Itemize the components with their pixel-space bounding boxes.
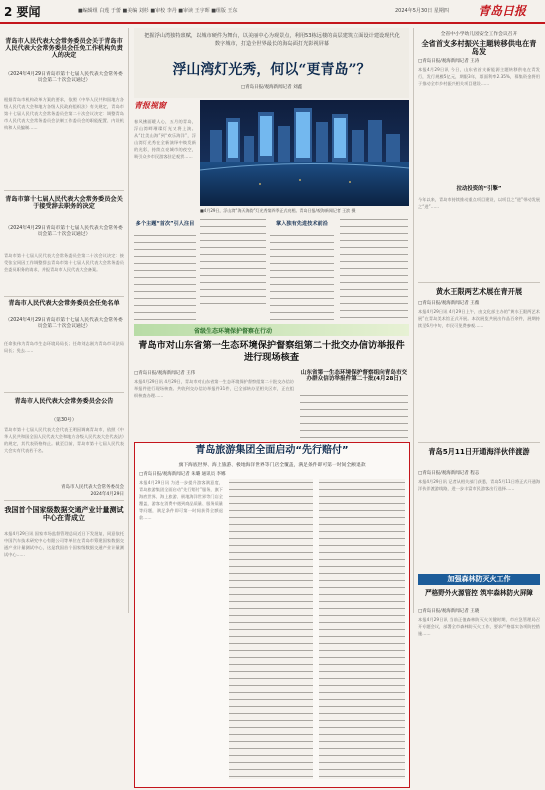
right-byline: □青岛日报/观海新闻记者 程志	[418, 471, 480, 476]
article-body: 根据青岛市机构改革方案的要求，依照《中华人民共和国地方各级人民代表大会和地方各级人民政府组织法》有关规定，青岛市第十七届人民代表大会常务委员会第二十次会议决定：调整青岛市人民代表大会常务委员会法制工作委员会的职能配置、内设机构和人员编制……	[4, 97, 124, 130]
eco-body: 本报4月29日讯 4月29日，青岛市对山东省第一生态环境保护督察组第二十批交办信访举报件进行现场核查。共收到交办信访举报件31件，已全部转办至相关区市，正在组织核查办理……	[134, 379, 294, 398]
article-subtitle: （第30号）	[51, 418, 77, 423]
issue-date: 2024年5月30日 星期四	[395, 8, 449, 14]
feature-subhead: 掌入独有先进技术前沿	[276, 221, 328, 227]
feature-headline: 浮山湾灯光秀，何以“更青岛”？	[172, 62, 371, 78]
tourism-article-box	[134, 442, 410, 788]
article-subtitle: （2024年4月29日青岛市第十七届人民代表大会常务委员会第二十次会议通过）	[5, 72, 123, 83]
article-headline: 青岛市人民代表大会常务委员会关于青岛市人民代表大会常务委员会任免工作机构负责人的决定	[5, 38, 123, 60]
feature-body-text	[270, 232, 334, 320]
tourism-body: 本报4月29日讯 为进一步提升游客满意度，青岛旅游集团全面启动“先行赔付”服务，旗下海底世界、海上旅游、极地海洋世界等门店全覆盖，游客在消费中遇到商品质量、服务质量等问题，满足条件即可第一时间获得全额退款……	[139, 480, 223, 520]
column-divider	[413, 28, 414, 613]
article-subtitle: （2024年4月29日青岛市第十七届人民代表大会常务委员会第二十次会议通过）	[5, 318, 123, 329]
divider	[4, 296, 124, 297]
article-headline: 青岛市人民代表大会常务委员会公告	[14, 398, 114, 405]
right-body: 本报4月29日讯 当前正值森林防灭火关键时期，市应急管理局召开专题会议，部署全市森林防灭火工作，要求严格落实各项防控措施……	[418, 617, 540, 636]
eco-banner	[134, 324, 409, 336]
right-body: 今年以来，青岛市持续推动重点项目建设，以项目之“进”带动发展之“进”……	[418, 197, 540, 209]
feature-photo	[200, 100, 409, 206]
article-subtitle: （2024年4月29日青岛市第十七届人民代表大会常务委员会第二十次会议通过）	[5, 226, 123, 237]
article-headline: 我国首个国家级数据交通产业计量测试中心在青成立	[4, 506, 124, 523]
right-byline: □青岛日报/观海新闻记者 王涛	[418, 59, 480, 64]
signature-date: 2024年4月29日	[90, 492, 124, 497]
right-byline: □青岛日报/观海新闻记者 王薇	[418, 301, 480, 306]
eco-headline: 青岛市对山东省第一生态环境保护督察组第二十批交办信访举报件进行现场核查	[138, 340, 405, 363]
right-byline: □青岛日报/观海新闻记者 王晓	[418, 609, 480, 614]
right-headline: 严格野外火源管控 筑牢森林防火屏障	[425, 589, 533, 597]
article-body: 本报4月29日讯 国家市场监督管理总局近日下发批复，同意依托中国汽车技术研究中心有限公司等单位在青岛市筹建国家数据交通产业计量测试中心，这是我国首个国家级数据交通产业计量测试中心……	[4, 531, 124, 557]
eco-byline: □青岛日报/观海新闻记者 王伟	[134, 371, 196, 376]
right-headline: 黄水王限两艺术展在青开展	[435, 287, 523, 296]
right-headline: 青岛5月11日开通海洋伙伴渡游	[428, 447, 530, 456]
right-body: 本报4月29日讯 4月29日上午，由文化部主办的“黄水王限两艺术展”在青岛美术馆正式开展。本次展览共展出作品百余件，展期持续至6月中旬，市民可免费参观……	[418, 309, 540, 328]
column-divider	[128, 28, 129, 613]
divider	[418, 282, 540, 283]
tourism-byline: □青岛日报/观海新闻记者 朱璐 通讯员 李娜	[139, 472, 226, 477]
feature-kicker: 把握浮山湾独特禀赋，以城市硬件为舞台，以美丽中心为观景点，利用53栋远楼的高层建筑立面设计建设现代化数字城市，打造全世界最长的海岛面打光影视屏幕	[144, 33, 400, 47]
feature-body-text	[340, 216, 408, 320]
signature: 青岛市人民代表大会常务委员会	[61, 485, 124, 490]
masthead	[0, 0, 545, 24]
newspaper-logo: 青岛日报	[478, 4, 527, 18]
article-body: 青岛市第十七届人民代表大会代表王明因调离青岛市，依照《中华人民共和国全国人民代表大会和地方各级人民代表大会代表法》的规定，其代表资格终止。截至目前，青岛市第十七届人民代表大会实有代表若干名。	[4, 427, 124, 453]
article-headline: 青岛市人民代表大会常务委员会任免名单	[8, 300, 120, 307]
eco-side-body	[300, 392, 408, 438]
tourism-headline: 青岛旅游集团全面启动“先行赔付”	[195, 445, 349, 456]
article-body: 任命张伟为青岛市生态环境局局长；任命刘志刚为青岛市司法局局长；免去……	[4, 341, 124, 353]
right-headline: 全省首支多村振兴主题转移供电在青岛发	[421, 39, 537, 57]
right-kicker: 全省中小学幼儿园安全工作会议召开	[440, 32, 518, 37]
article-body: 青岛市第十七届人民代表大会常务委员会第二十次会议决定：接受张宝同因工作调整辞去青岛市第十七届人民代表大会常务委员会委员职务的请求，并报青岛市人民代表大会备案。	[4, 253, 124, 272]
right-body: 本报4月29日讯 今日，山东省首支新能源主题转移供电在青发行，发行规模5亿元，期限3年，票面利率2.35%，募集资金将用于推动全市乡村振兴相关项目建设……	[418, 67, 540, 86]
right-subhead: 拉动投资的“引擎”	[456, 186, 502, 192]
photo-caption: ■4月29日，浮山湾“海天海韵”灯光秀第四季正式亮相。青岛日报/观海新闻记者 王滨 摄	[200, 208, 356, 213]
divider	[4, 190, 124, 191]
tourism-subtitle: 旗下海底世界、海上旅游、极地海洋世界等门店全覆盖，满足条件即可第一时间全额退款	[178, 463, 366, 468]
right-body: 本报4月29日讯 记者从相关部门获悉，青岛5月11日将正式开通海洋伙伴渡游线路，进一步丰富市民游客出行选择……	[418, 479, 540, 491]
section-tag: 青报视窗	[134, 100, 166, 110]
feature-body: 春风拂面暖人心，五月的青岛，浮山湾畔璀璨灯光又将上演。从“壮美山海”到“欢乐海洋”，浮山湾灯光秀在全新演绎中焕发新的光彩，持续点亮城市的夜空，吸引众多市民游客驻足观赏……	[134, 119, 196, 159]
divider	[4, 392, 124, 393]
feature-body-text	[200, 216, 266, 304]
tourism-body-text	[319, 479, 405, 779]
feature-header	[134, 28, 409, 98]
page-label: 2 要闻	[4, 5, 41, 19]
feature-body-text	[134, 232, 196, 320]
eco-side-headline: 山东省第一生态环境保护督察组向青岛市交办群众信访举报件第二十批(4月28日)	[300, 370, 408, 383]
tourism-body-text	[229, 479, 313, 779]
article-headline: 青岛市第十七届人民代表大会常务委员会关于接受辞去职务的决定	[5, 196, 123, 211]
divider	[4, 500, 124, 501]
feature-byline: □青岛日报/观海新闻记者 刘鑫	[240, 85, 303, 90]
feature-subhead: 多个主题“首次”引人注目	[135, 221, 195, 227]
section-tag: 加强森林防灭火工作	[418, 574, 540, 585]
editor-credits: ■编辑组 白莲 于蕾 ■美编 刘杉 ■审校 李丹 ■审读 王宇晖 ■组版 王东	[78, 8, 238, 14]
eco-banner-label: 省级生态环境保护督察在行动	[194, 328, 273, 335]
divider	[418, 442, 540, 443]
